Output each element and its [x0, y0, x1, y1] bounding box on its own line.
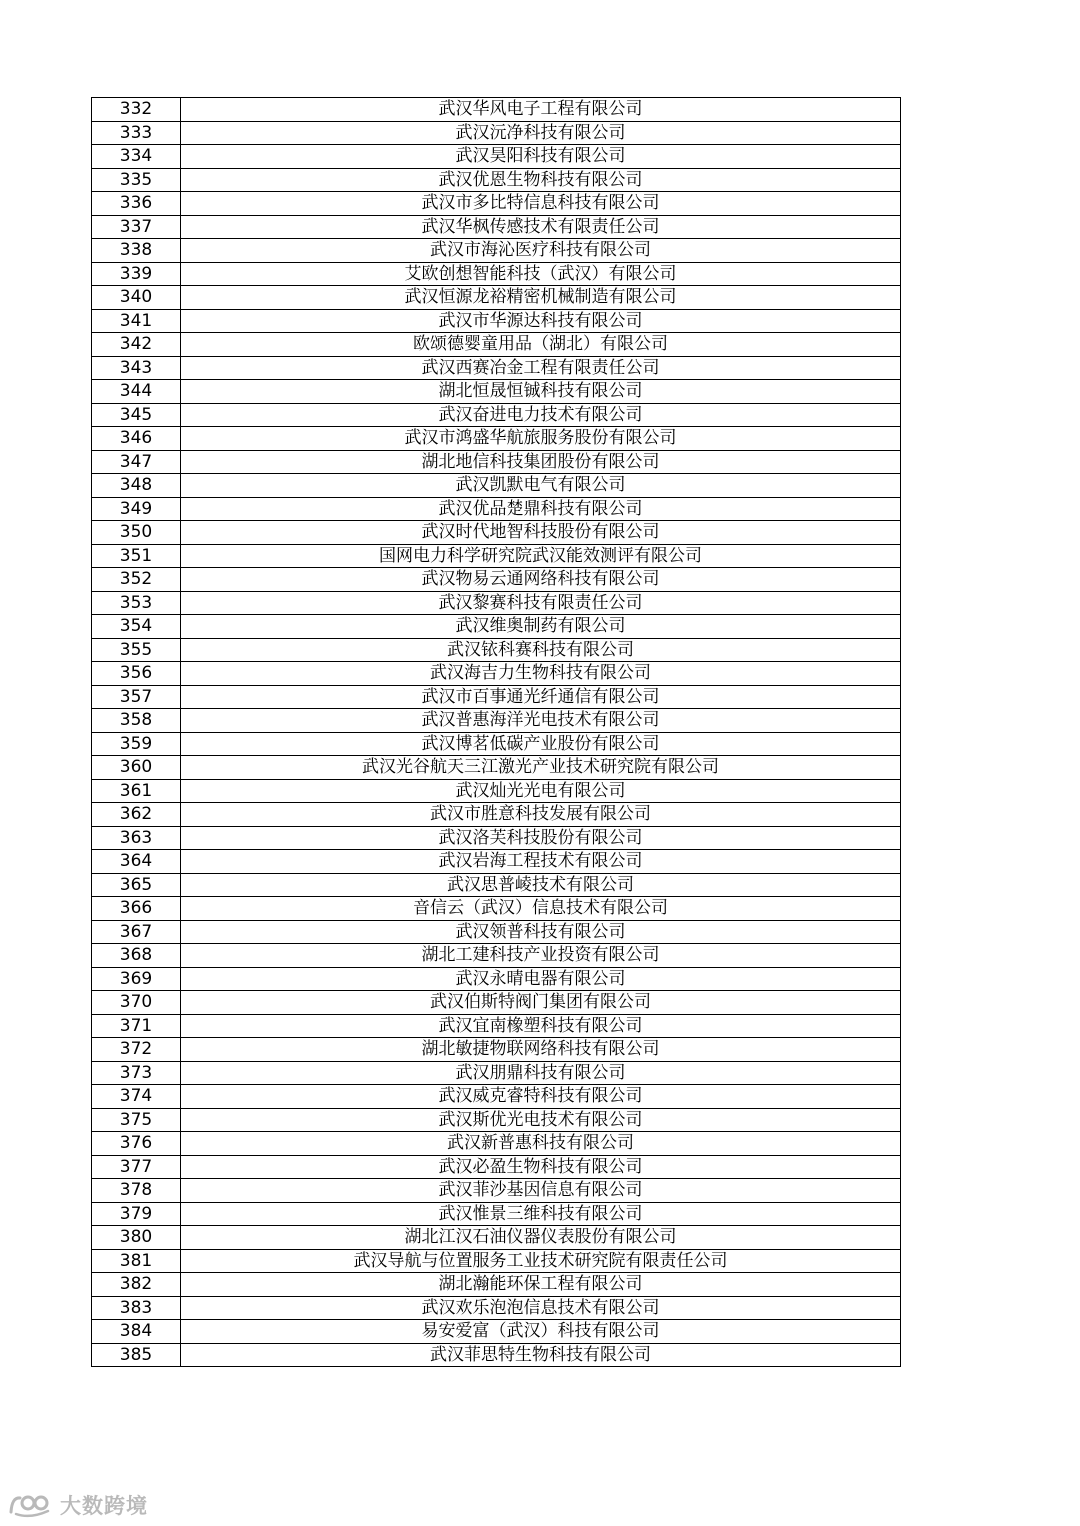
row-number: 333	[92, 121, 181, 145]
row-number: 334	[92, 145, 181, 169]
row-number: 377	[92, 1155, 181, 1179]
company-name: 武汉奋进电力技术有限公司	[181, 403, 901, 427]
company-name: 武汉新普惠科技有限公司	[181, 1132, 901, 1156]
row-number: 340	[92, 286, 181, 310]
company-name: 武汉思普崚技术有限公司	[181, 873, 901, 897]
company-name: 武汉领普科技有限公司	[181, 920, 901, 944]
row-number: 342	[92, 333, 181, 357]
row-number: 361	[92, 779, 181, 803]
row-number: 341	[92, 309, 181, 333]
company-name: 武汉光谷航天三江激光产业技术研究院有限公司	[181, 756, 901, 780]
table-row	[92, 1296, 901, 1320]
row-number: 351	[92, 544, 181, 568]
row-number: 350	[92, 521, 181, 545]
row-number: 384	[92, 1320, 181, 1344]
row-number: 338	[92, 239, 181, 263]
company-name: 武汉市鸿盛华航旅服务股份有限公司	[181, 427, 901, 451]
table-row	[92, 779, 901, 803]
watermark-text: 大数跨境	[60, 1494, 148, 1518]
logo-icon	[8, 1492, 54, 1518]
row-number: 347	[92, 450, 181, 474]
row-number: 375	[92, 1108, 181, 1132]
row-number: 381	[92, 1249, 181, 1273]
table-row	[92, 521, 901, 545]
company-name: 武汉市多比特信息科技有限公司	[181, 192, 901, 216]
table-row	[92, 1132, 901, 1156]
table-row	[92, 944, 901, 968]
row-number: 359	[92, 732, 181, 756]
row-number: 383	[92, 1296, 181, 1320]
row-number: 345	[92, 403, 181, 427]
row-number: 378	[92, 1179, 181, 1203]
company-name: 艾欧创想智能科技（武汉）有限公司	[181, 262, 901, 286]
company-name: 武汉宜南橡塑科技有限公司	[181, 1014, 901, 1038]
table-row	[92, 1108, 901, 1132]
company-list-table	[91, 97, 901, 1367]
row-number: 332	[92, 98, 181, 122]
company-name: 欧颂德婴童用品（湖北）有限公司	[181, 333, 901, 357]
row-number: 343	[92, 356, 181, 380]
company-name: 湖北瀚能环保工程有限公司	[181, 1273, 901, 1297]
company-name: 武汉市华源达科技有限公司	[181, 309, 901, 333]
table-row	[92, 1226, 901, 1250]
row-number: 346	[92, 427, 181, 451]
table-row	[92, 168, 901, 192]
company-name: 武汉铱科赛科技有限公司	[181, 638, 901, 662]
table-row	[92, 145, 901, 169]
company-name: 国网电力科学研究院武汉能效测评有限公司	[181, 544, 901, 568]
company-name: 武汉朋鼎科技有限公司	[181, 1061, 901, 1085]
table-row	[92, 1343, 901, 1367]
company-name: 武汉海吉力生物科技有限公司	[181, 662, 901, 686]
table-row	[92, 803, 901, 827]
row-number: 353	[92, 591, 181, 615]
company-name: 武汉伯斯特阀门集团有限公司	[181, 991, 901, 1015]
table-row	[92, 1061, 901, 1085]
company-name: 武汉普惠海洋光电技术有限公司	[181, 709, 901, 733]
row-number: 364	[92, 850, 181, 874]
company-name: 武汉物易云通网络科技有限公司	[181, 568, 901, 592]
table-row	[92, 286, 901, 310]
company-name: 武汉昊阳科技有限公司	[181, 145, 901, 169]
company-name: 武汉永晴电器有限公司	[181, 967, 901, 991]
watermark	[8, 1490, 148, 1520]
row-number: 367	[92, 920, 181, 944]
table-row	[92, 1202, 901, 1226]
table-row	[92, 427, 901, 451]
company-name: 武汉菲思特生物科技有限公司	[181, 1343, 901, 1367]
company-name: 武汉时代地智科技股份有限公司	[181, 521, 901, 545]
table-row	[92, 1085, 901, 1109]
table-row	[92, 474, 901, 498]
table-row	[92, 709, 901, 733]
company-name: 湖北恒晟恒铖科技有限公司	[181, 380, 901, 404]
row-number: 348	[92, 474, 181, 498]
row-number: 356	[92, 662, 181, 686]
company-name: 武汉华枫传感技术有限责任公司	[181, 215, 901, 239]
row-number: 354	[92, 615, 181, 639]
table-row	[92, 333, 901, 357]
table-row	[92, 662, 901, 686]
row-number: 339	[92, 262, 181, 286]
row-number: 349	[92, 497, 181, 521]
company-name: 湖北江汉石油仪器仪表股份有限公司	[181, 1226, 901, 1250]
table-row	[92, 262, 901, 286]
company-name: 武汉优品楚鼎科技有限公司	[181, 497, 901, 521]
company-name: 武汉凯默电气有限公司	[181, 474, 901, 498]
table-row	[92, 685, 901, 709]
company-name: 武汉黎赛科技有限责任公司	[181, 591, 901, 615]
table-row	[92, 1155, 901, 1179]
row-number: 376	[92, 1132, 181, 1156]
row-number: 335	[92, 168, 181, 192]
row-number: 352	[92, 568, 181, 592]
row-number: 355	[92, 638, 181, 662]
table-row	[92, 568, 901, 592]
row-number: 374	[92, 1085, 181, 1109]
company-name: 武汉华风电子工程有限公司	[181, 98, 901, 122]
row-number: 385	[92, 1343, 181, 1367]
row-number: 362	[92, 803, 181, 827]
company-name: 武汉市海沁医疗科技有限公司	[181, 239, 901, 263]
table-row	[92, 732, 901, 756]
table-row	[92, 1249, 901, 1273]
table-row	[92, 967, 901, 991]
table-row	[92, 309, 901, 333]
table-row	[92, 615, 901, 639]
table-row	[92, 873, 901, 897]
table-row	[92, 920, 901, 944]
table-row	[92, 380, 901, 404]
table-row	[92, 1179, 901, 1203]
company-name: 武汉恒源龙裕精密机械制造有限公司	[181, 286, 901, 310]
row-number: 360	[92, 756, 181, 780]
table-row	[92, 1038, 901, 1062]
table-row	[92, 98, 901, 122]
row-number: 363	[92, 826, 181, 850]
company-name: 武汉市百事通光纤通信有限公司	[181, 685, 901, 709]
company-name: 武汉洛芙科技股份有限公司	[181, 826, 901, 850]
row-number: 371	[92, 1014, 181, 1038]
table-row	[92, 638, 901, 662]
row-number: 379	[92, 1202, 181, 1226]
table-row	[92, 121, 901, 145]
company-name: 湖北敏捷物联网络科技有限公司	[181, 1038, 901, 1062]
table-row	[92, 1273, 901, 1297]
company-name: 武汉斯优光电技术有限公司	[181, 1108, 901, 1132]
table-row	[92, 850, 901, 874]
row-number: 372	[92, 1038, 181, 1062]
row-number: 366	[92, 897, 181, 921]
company-name: 武汉灿光光电有限公司	[181, 779, 901, 803]
row-number: 357	[92, 685, 181, 709]
company-name: 武汉优恩生物科技有限公司	[181, 168, 901, 192]
table-row	[92, 450, 901, 474]
row-number: 344	[92, 380, 181, 404]
table-row	[92, 756, 901, 780]
company-name: 武汉市胜意科技发展有限公司	[181, 803, 901, 827]
table-row	[92, 897, 901, 921]
row-number: 369	[92, 967, 181, 991]
company-name: 武汉岩海工程技术有限公司	[181, 850, 901, 874]
table-row	[92, 403, 901, 427]
company-name: 武汉惟景三维科技有限公司	[181, 1202, 901, 1226]
company-name: 音信云（武汉）信息技术有限公司	[181, 897, 901, 921]
table-body	[92, 98, 901, 1367]
table-row	[92, 356, 901, 380]
table-row	[92, 239, 901, 263]
company-name: 武汉威克睿特科技有限公司	[181, 1085, 901, 1109]
company-name: 武汉博茗低碳产业股份有限公司	[181, 732, 901, 756]
row-number: 370	[92, 991, 181, 1015]
row-number: 373	[92, 1061, 181, 1085]
company-name: 武汉欢乐泡泡信息技术有限公司	[181, 1296, 901, 1320]
company-name: 武汉导航与位置服务工业技术研究院有限责任公司	[181, 1249, 901, 1273]
row-number: 358	[92, 709, 181, 733]
company-name: 武汉菲沙基因信息有限公司	[181, 1179, 901, 1203]
company-name: 武汉沅净科技有限公司	[181, 121, 901, 145]
table-row	[92, 1014, 901, 1038]
company-name: 湖北地信科技集团股份有限公司	[181, 450, 901, 474]
table-row	[92, 1320, 901, 1344]
table-row	[92, 497, 901, 521]
row-number: 380	[92, 1226, 181, 1250]
table-row	[92, 192, 901, 216]
row-number: 365	[92, 873, 181, 897]
table-row	[92, 826, 901, 850]
row-number: 337	[92, 215, 181, 239]
row-number: 368	[92, 944, 181, 968]
company-name: 武汉维奥制药有限公司	[181, 615, 901, 639]
company-name: 湖北工建科技产业投资有限公司	[181, 944, 901, 968]
table-row	[92, 544, 901, 568]
company-name: 武汉西赛冶金工程有限责任公司	[181, 356, 901, 380]
company-name: 武汉必盈生物科技有限公司	[181, 1155, 901, 1179]
company-name: 易安爱富（武汉）科技有限公司	[181, 1320, 901, 1344]
table-row	[92, 215, 901, 239]
row-number: 382	[92, 1273, 181, 1297]
table-row	[92, 991, 901, 1015]
table-row	[92, 591, 901, 615]
row-number: 336	[92, 192, 181, 216]
